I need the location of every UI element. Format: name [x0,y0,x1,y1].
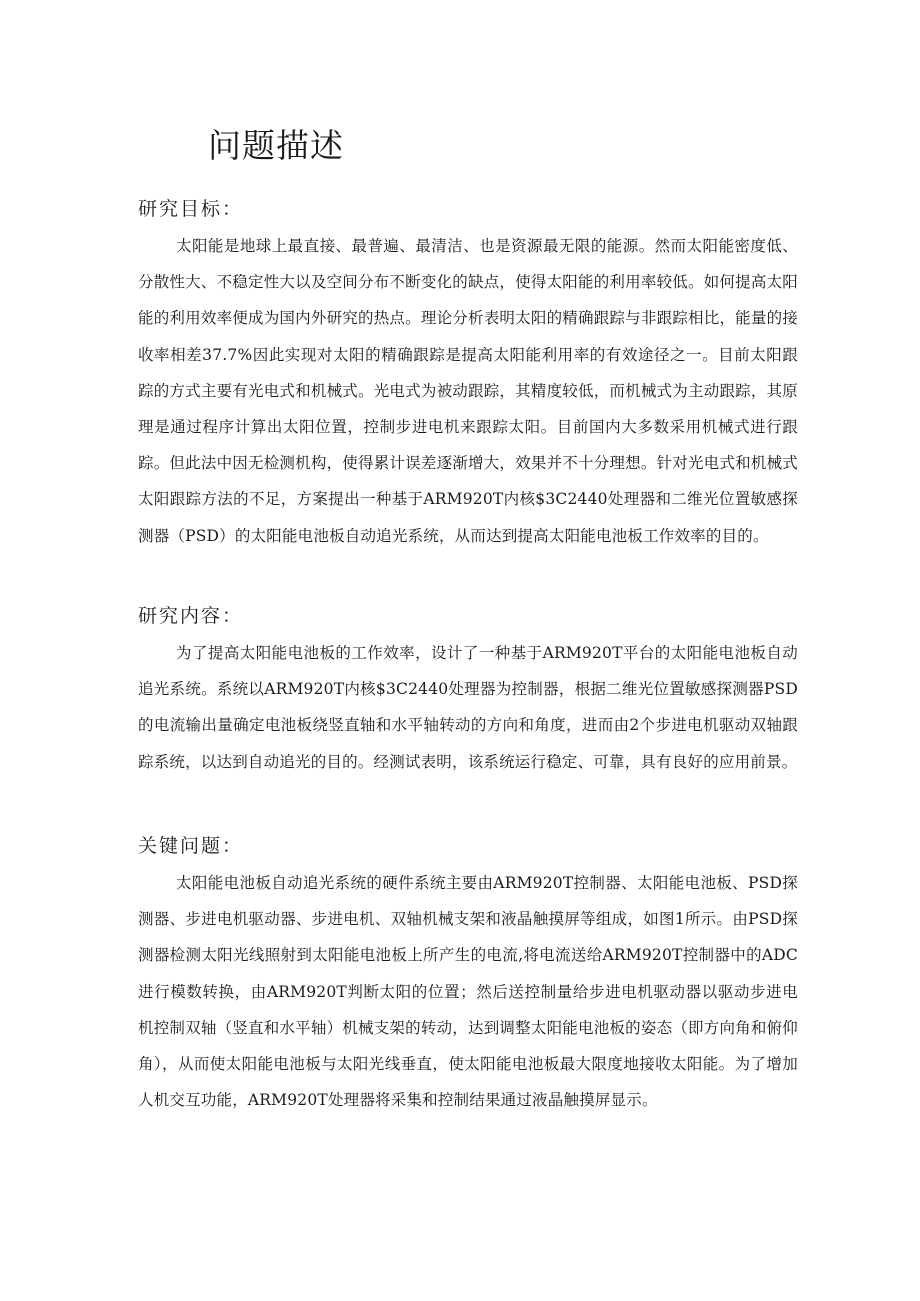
section-heading: 研究目标： [138,198,244,220]
section-key-issues [138,833,798,1118]
section-research-content [138,603,798,780]
section-body: 太阳能是地球上最直接、最普遍、最清洁、也是资源最无限的能源。然而太阳能密度低、分散性大、不稳定性大以及空间分布不断变化的缺点，使得太阳能的利用率较低。如何提高太阳能的利用效率便成为国内外研究的热点。理论分析表明太阳的精确跟踪与非跟踪相比，能量的接收率相差37.7%因此实现对太阳的精确跟踪是提高太阳能利用率的有效途径之一。目前太阳跟踪的方式主要有光电式和机械式。光电式为被动跟踪，其精度较低，而机械式为主动跟踪，其原理是通过程序计算出太阳位置，控制步进电机来跟踪太阳。目前国内大多数采用机械式进行跟踪。但此法中因无检测机构，使得累计误差逐渐增大，效果并不十分理想。针对光电式和机械式太阳跟踪方法的不足，方案提出一种基于ARM920T内核$3C2440处理器和二维光位置敏感探测器（PSD）的太阳能电池板自动追光系统，从而达到提高太阳能电池板工作效率的目的。 [138,237,798,545]
page-title: 问题描述 [208,126,344,165]
section-body: 太阳能电池板自动追光系统的硬件系统主要由ARM920T控制器、太阳能电池板、PSD探测器、步进电机驱动器、步进电机、双轴机械支架和液晶触摸屏等组成，如图1所示。由PSD探测器检测太阳光线照射到太阳能电池板上所产生的电流,将电流送给ARM920T控制器中的ADC进行模数转换，由ARM920T判断太阳的位置；然后送控制量给步进电机驱动器以驱动步进电机控制双轴（竖直和水平轴）机械支架的转动，达到调整太阳能电池板的姿态（即方向角和俯仰角），从而使太阳能电池板与太阳光线垂直，使太阳能电池板最大限度地接收太阳能。为了增加人机交互功能，ARM920T处理器将采集和控制结果通过液晶触摸屏显示。 [138,874,798,1110]
section-heading: 关键问题： [138,835,244,857]
section-body: 为了提高太阳能电池板的工作效率，设计了一种基于ARM920T平台的太阳能电池板自动追光系统。系统以ARM920T内核$3C2440处理器为控制器，根据二维光位置敏感探测器PSD的电流输出量确定电池板绕竖直轴和水平轴转动的方向和角度，进而由2个步进电机驱动双轴跟踪系统，以达到自动追光的目的。经测试表明，该系统运行稳定、可靠，具有良好的应用前景。 [138,644,798,771]
section-research-goal [138,196,798,554]
section-heading: 研究内容： [138,605,244,627]
